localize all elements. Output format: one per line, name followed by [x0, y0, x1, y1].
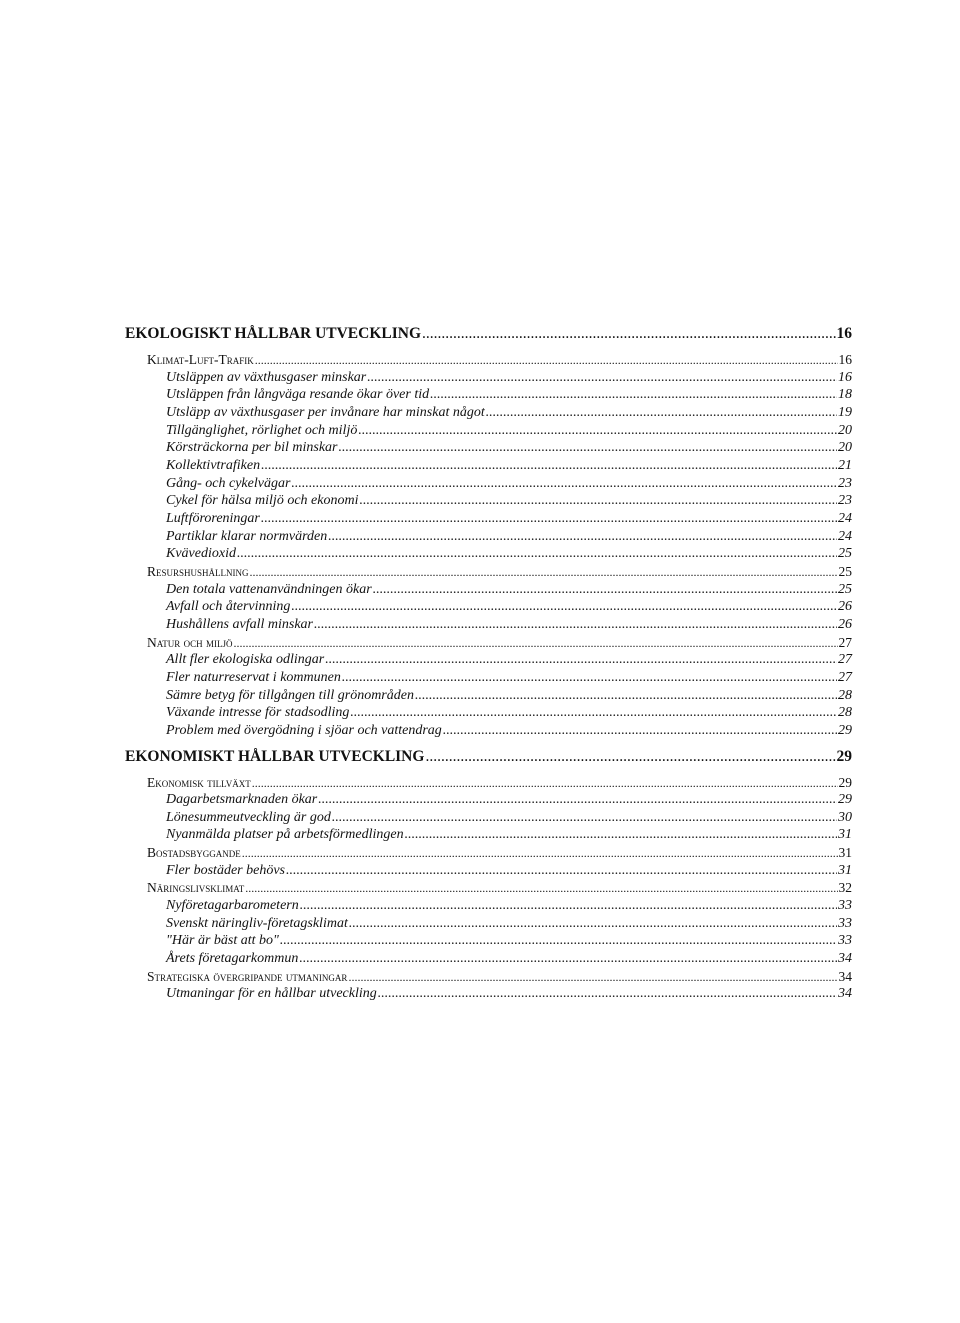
toc-page-number: 33 — [838, 933, 852, 949]
dot-leader — [314, 616, 837, 634]
toc-subsection-entry — [125, 404, 852, 422]
dot-leader — [425, 746, 835, 768]
toc-page-number: 27 — [838, 669, 852, 685]
toc-page-number: 26 — [838, 616, 852, 632]
toc-entry-title: Allt fler ekologiska odlingar — [166, 652, 325, 668]
toc-page-number: 18 — [838, 387, 852, 403]
dot-leader — [299, 950, 837, 968]
toc-subsection-entry — [125, 722, 852, 740]
toc-entry-title: Kollektivtrafiken — [166, 457, 261, 473]
toc-chapter-entry — [125, 746, 852, 768]
toc-entry-title: Tillgänglighet, rörlighet och miljö — [166, 422, 358, 438]
dot-leader — [242, 845, 838, 863]
toc-page-number: 34 — [838, 950, 852, 966]
toc-entry-title: Körsträckorna per bil minskar — [166, 440, 338, 456]
dot-leader — [261, 457, 837, 475]
dot-leader — [280, 932, 837, 950]
dot-leader — [261, 510, 837, 528]
toc-entry-title: Klimat-Luft-Trafik — [147, 352, 254, 367]
toc-subsection-entry — [125, 950, 852, 968]
toc-subsection-entry — [125, 826, 852, 844]
dot-leader — [325, 651, 837, 669]
toc-page-number: 25 — [838, 546, 852, 562]
toc-subsection-entry — [125, 457, 852, 475]
toc-entry-title: Utsläpp av växthusgaser per invånare har minskat något — [166, 404, 485, 420]
toc-entry-title: Natur och miljö — [147, 634, 233, 650]
dot-leader — [250, 564, 838, 582]
dot-leader — [252, 775, 838, 793]
toc-entry-title: Partiklar klarar normvärden — [166, 528, 328, 544]
dot-leader — [486, 404, 837, 422]
toc-section-entry — [125, 844, 852, 862]
toc-subsection-entry — [125, 439, 852, 457]
toc-entry-title: Utsläppen av växthusgaser minskar — [166, 369, 367, 385]
toc-page-number: 16 — [838, 352, 852, 367]
dot-leader — [405, 826, 837, 844]
toc-section-entry — [125, 563, 852, 581]
toc-entry-title: Den totala vattenanvändningen ökar — [166, 581, 372, 597]
toc-page-number: 23 — [838, 475, 852, 491]
toc-page-number: 31 — [838, 845, 852, 861]
toc-subsection-entry — [125, 386, 852, 404]
toc-subsection-entry — [125, 528, 852, 546]
toc-page-number: 20 — [838, 440, 852, 456]
toc-page-number: 27 — [838, 634, 852, 650]
toc-page-number: 16 — [838, 369, 852, 385]
toc-entry-title: Årets företagarkommun — [166, 950, 299, 966]
toc-entry-title: Nyföretagarbarometern — [166, 897, 299, 913]
toc-chapter-entry — [125, 323, 852, 345]
toc-entry-title: Nyanmälda platser på arbetsförmedlingen — [166, 827, 404, 843]
toc-page-number: 20 — [838, 422, 852, 438]
toc-entry-title: Svenskt näringliv-företagsklimat — [166, 915, 348, 931]
toc-page-number: 31 — [838, 827, 852, 843]
toc-subsection-entry — [125, 687, 852, 705]
toc-subsection-entry — [125, 915, 852, 933]
toc-entry-title: Utmaningar för en hållbar utveckling — [166, 986, 377, 1002]
dot-leader — [300, 897, 837, 915]
toc-page-number: 31 — [838, 862, 852, 878]
toc-section-entry — [125, 351, 852, 369]
toc-page-number: 27 — [838, 652, 852, 668]
toc-page-number: 25 — [838, 564, 852, 580]
toc-subsection-entry — [125, 932, 852, 950]
toc-entry-title: Avfall och återvinning — [166, 599, 291, 615]
toc-subsection-entry — [125, 510, 852, 528]
toc-page-number: 29 — [838, 722, 852, 738]
toc-entry-title: Cykel för hälsa miljö och ekonomi — [166, 493, 359, 509]
toc-page-number: 33 — [838, 915, 852, 931]
dot-leader — [328, 528, 837, 546]
toc-entry-title: Lönesummeutveckling är god — [166, 809, 331, 825]
toc-entry-title: Kvävedioxid — [166, 546, 236, 562]
toc-subsection-entry — [125, 704, 852, 722]
toc-section-entry — [125, 968, 852, 986]
toc-page-number: 29 — [838, 792, 852, 808]
dot-leader — [332, 809, 837, 827]
toc-page-number: 29 — [836, 747, 852, 765]
toc-entry-title: Näringslivsklimat — [147, 880, 245, 896]
dot-leader — [378, 985, 837, 1003]
dot-leader — [291, 475, 837, 493]
toc-subsection-entry — [125, 598, 852, 616]
toc-entry-title: Fler naturreservat i kommunen — [166, 669, 341, 685]
toc-section-entry — [125, 879, 852, 897]
toc-page-number: 26 — [838, 599, 852, 615]
toc-entry-title: EKOLOGISKT HÅLLBAR UTVECKLING — [125, 325, 422, 342]
toc-subsection-entry — [125, 791, 852, 809]
toc-subsection-entry — [125, 985, 852, 1003]
toc-page-number: 30 — [838, 809, 852, 825]
toc-page-number: 34 — [838, 986, 852, 1002]
toc-subsection-entry — [125, 897, 852, 915]
dot-leader — [358, 422, 837, 440]
toc-page-number: 21 — [838, 457, 852, 473]
toc-entry-title: Strategiska övergripande utmaningar — [147, 968, 348, 984]
toc-subsection-entry — [125, 809, 852, 827]
toc-entry-title: Gång- och cykelvägar — [166, 475, 291, 491]
toc-entry-title: Problem med övergödning i sjöar och vattendrag — [166, 722, 442, 738]
toc-entry-title: Växande intresse för stadsodling — [166, 705, 350, 721]
toc-page-number: 24 — [838, 528, 852, 544]
dot-leader — [359, 492, 837, 510]
toc-page-number: 28 — [838, 687, 852, 703]
dot-leader — [373, 581, 837, 599]
toc-page-number: 28 — [838, 705, 852, 721]
toc-subsection-entry — [125, 545, 852, 563]
toc-entry-title: "Här är bäst att bo" — [166, 933, 279, 949]
toc-page-number: 33 — [838, 897, 852, 913]
toc-subsection-entry — [125, 422, 852, 440]
dot-leader — [430, 386, 837, 404]
toc-subsection-entry — [125, 616, 852, 634]
dot-leader — [350, 704, 837, 722]
toc-entry-title: Hushållens avfall minskar — [166, 616, 313, 632]
dot-leader — [245, 880, 837, 898]
toc-page-number: 23 — [838, 493, 852, 509]
toc-entry-title: Dagarbetsmarknaden ökar — [166, 792, 318, 808]
toc-subsection-entry — [125, 475, 852, 493]
toc-entry-title: Resurshushållning — [147, 564, 249, 580]
toc-entry-title: EKONOMISKT HÅLLBAR UTVECKLING — [125, 747, 425, 765]
toc-entry-title: Utsläppen från långväga resande ökar över tid — [166, 387, 430, 403]
toc-subsection-entry — [125, 581, 852, 599]
dot-leader — [342, 669, 837, 687]
dot-leader — [349, 915, 837, 933]
dot-leader — [367, 369, 837, 387]
dot-leader — [318, 791, 837, 809]
toc-subsection-entry — [125, 862, 852, 880]
toc-entry-title: Bostadsbyggande — [147, 845, 241, 861]
dot-leader — [237, 545, 837, 563]
toc-page-number: 32 — [838, 880, 852, 896]
dot-leader — [415, 687, 837, 705]
table-of-contents — [125, 317, 852, 1003]
toc-entry-title: Luftföroreningar — [166, 511, 260, 526]
toc-entry-title: Sämre betyg för tillgången till grönområden — [166, 687, 414, 703]
dot-leader — [234, 635, 838, 653]
dot-leader — [291, 598, 837, 616]
dot-leader — [443, 722, 837, 740]
dot-leader — [255, 352, 838, 370]
toc-entry-title: Ekonomisk tillväxt — [147, 774, 251, 790]
dot-leader — [422, 323, 835, 345]
dot-leader — [348, 969, 837, 987]
toc-page-number: 24 — [838, 511, 852, 526]
toc-subsection-entry — [125, 669, 852, 687]
toc-section-entry — [125, 774, 852, 792]
toc-section-entry — [125, 634, 852, 652]
toc-page-number: 19 — [838, 404, 852, 420]
toc-page-number: 25 — [838, 581, 852, 597]
toc-page-number: 34 — [838, 968, 852, 984]
dot-leader — [339, 439, 838, 457]
toc-subsection-entry — [125, 492, 852, 510]
toc-entry-title: Fler bostäder behövs — [166, 862, 285, 878]
toc-subsection-entry — [125, 651, 852, 669]
toc-page-number: 16 — [836, 325, 852, 342]
toc-subsection-entry — [125, 369, 852, 387]
dot-leader — [286, 862, 837, 880]
toc-page-number: 29 — [838, 774, 852, 790]
